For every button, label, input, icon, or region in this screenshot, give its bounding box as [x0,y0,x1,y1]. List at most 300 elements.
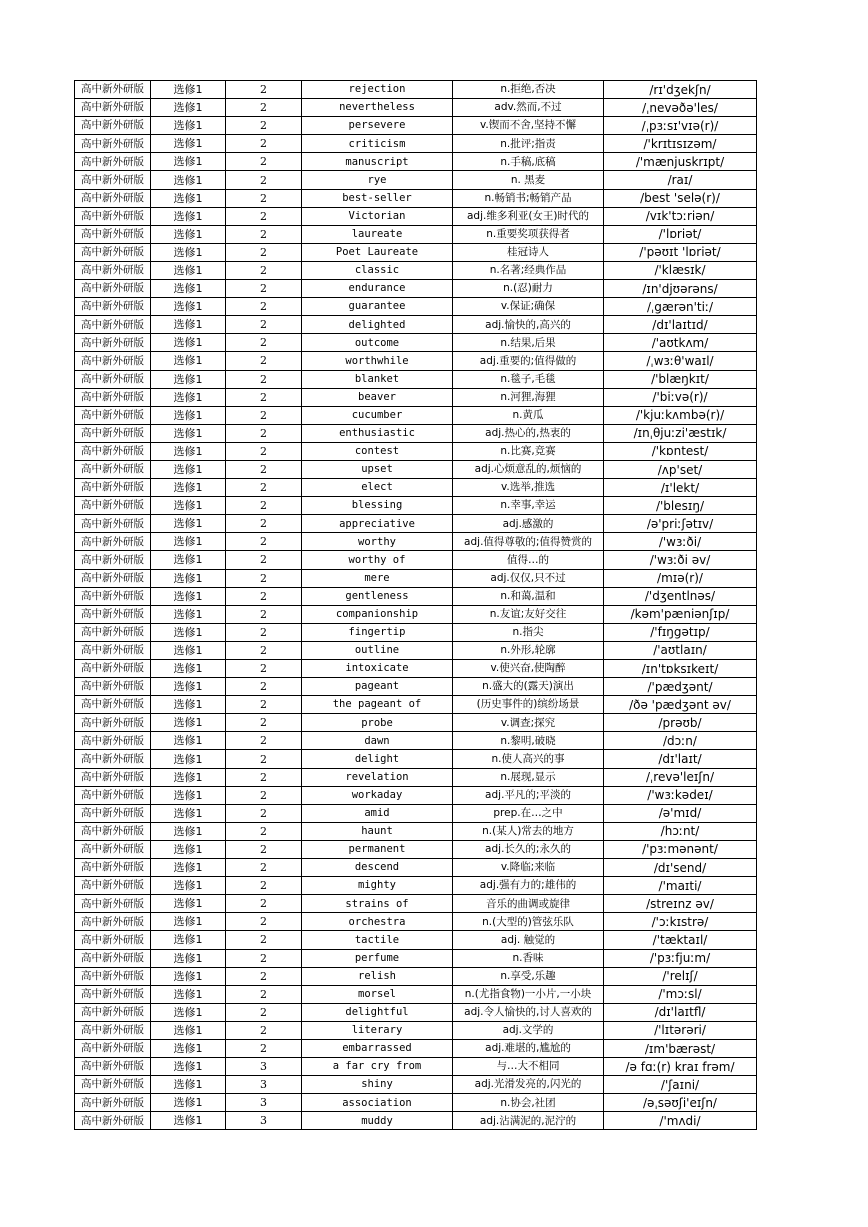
meaning-cell: adj.沾满泥的,泥泞的 [453,1112,604,1130]
meaning-cell: adj.愉快的,高兴的 [453,316,604,334]
phonetic-cell: /'ɔːkɪstrə/ [604,913,757,931]
edition-cell: 高中新外研版 [75,732,151,750]
book-cell: 选修1 [151,316,226,334]
word-cell: worthy [302,533,453,551]
unit-cell: 2 [226,1021,302,1039]
phonetic-cell: /raɪ/ [604,171,757,189]
phonetic-cell: /ə'mɪd/ [604,804,757,822]
unit-cell: 2 [226,551,302,569]
unit-cell: 2 [226,859,302,877]
word-cell: orchestra [302,913,453,931]
unit-cell: 2 [226,117,302,135]
table-row [75,171,757,189]
table-row [75,334,757,352]
meaning-cell: n.展现,显示 [453,768,604,786]
unit-cell: 2 [226,768,302,786]
word-cell: guarantee [302,298,453,316]
phonetic-cell: /'kɒntest/ [604,442,757,460]
meaning-cell: n.名著;经典作品 [453,261,604,279]
word-cell: nevertheless [302,99,453,117]
unit-cell: 2 [226,587,302,605]
book-cell: 选修1 [151,153,226,171]
book-cell: 选修1 [151,623,226,641]
book-cell: 选修1 [151,967,226,985]
table-row [75,804,757,822]
meaning-cell: n.手稿,底稿 [453,153,604,171]
unit-cell: 2 [226,243,302,261]
word-cell: haunt [302,822,453,840]
book-cell: 选修1 [151,696,226,714]
edition-cell: 高中新外研版 [75,424,151,442]
book-cell: 选修1 [151,678,226,696]
edition-cell: 高中新外研版 [75,334,151,352]
table-row [75,442,757,460]
phonetic-cell: /'ʃaɪni/ [604,1076,757,1094]
word-cell: classic [302,261,453,279]
meaning-cell: v.锲而不舍,坚持不懈 [453,117,604,135]
table-row [75,1039,757,1057]
unit-cell: 2 [226,678,302,696]
phonetic-cell: /dɪ'laɪtɪd/ [604,316,757,334]
meaning-cell: n.和蔼,温和 [453,587,604,605]
unit-cell: 2 [226,1003,302,1021]
meaning-cell: adv.然而,不过 [453,99,604,117]
meaning-cell: n.友谊;友好交往 [453,605,604,623]
table-row [75,660,757,678]
edition-cell: 高中新外研版 [75,189,151,207]
table-row [75,641,757,659]
table-row [75,533,757,551]
word-cell: the pageant of [302,696,453,714]
word-cell: worthy of [302,551,453,569]
edition-cell: 高中新外研版 [75,388,151,406]
unit-cell: 2 [226,460,302,478]
unit-cell: 2 [226,207,302,225]
unit-cell: 2 [226,1039,302,1057]
unit-cell: 3 [226,1076,302,1094]
book-cell: 选修1 [151,1021,226,1039]
meaning-cell: adj.令人愉快的,讨人喜欢的 [453,1003,604,1021]
unit-cell: 2 [226,189,302,207]
word-cell: blanket [302,370,453,388]
meaning-cell: adj. 触觉的 [453,931,604,949]
word-cell: association [302,1094,453,1112]
word-cell: workaday [302,786,453,804]
table-row [75,623,757,641]
edition-cell: 高中新外研版 [75,1021,151,1039]
book-cell: 选修1 [151,424,226,442]
edition-cell: 高中新外研版 [75,352,151,370]
book-cell: 选修1 [151,840,226,858]
table-row [75,1076,757,1094]
unit-cell: 2 [226,533,302,551]
meaning-cell: n.协会,社团 [453,1094,604,1112]
book-cell: 选修1 [151,768,226,786]
edition-cell: 高中新外研版 [75,135,151,153]
unit-cell: 2 [226,877,302,895]
word-cell: laureate [302,225,453,243]
edition-cell: 高中新外研版 [75,804,151,822]
edition-cell: 高中新外研版 [75,551,151,569]
unit-cell: 2 [226,714,302,732]
word-cell: tactile [302,931,453,949]
phonetic-cell: /'klæsɪk/ [604,261,757,279]
unit-cell: 3 [226,1112,302,1130]
word-cell: delighted [302,316,453,334]
word-cell: perfume [302,949,453,967]
table-row [75,135,757,153]
table-row [75,261,757,279]
word-cell: appreciative [302,515,453,533]
phonetic-cell: /'lɪtərəri/ [604,1021,757,1039]
meaning-cell: adj.维多利亚(女王)时代的 [453,207,604,225]
word-cell: shiny [302,1076,453,1094]
unit-cell: 2 [226,515,302,533]
edition-cell: 高中新外研版 [75,460,151,478]
meaning-cell: n.(大型的)管弦乐队 [453,913,604,931]
meaning-cell: n.拒绝,否决 [453,81,604,99]
edition-cell: 高中新外研版 [75,931,151,949]
word-cell: strains of [302,895,453,913]
word-cell: mighty [302,877,453,895]
unit-cell: 2 [226,135,302,153]
edition-cell: 高中新外研版 [75,442,151,460]
book-cell: 选修1 [151,207,226,225]
phonetic-cell: /dɔːn/ [604,732,757,750]
meaning-cell: prep.在…之中 [453,804,604,822]
phonetic-cell: /'pɜːfjuːm/ [604,949,757,967]
table-row [75,479,757,497]
table-row [75,587,757,605]
phonetic-cell: /'mænjuskrɪpt/ [604,153,757,171]
phonetic-cell: /'biːvə(r)/ [604,388,757,406]
meaning-cell: n.黎明,破晓 [453,732,604,750]
book-cell: 选修1 [151,949,226,967]
edition-cell: 高中新外研版 [75,678,151,696]
unit-cell: 2 [226,623,302,641]
table-row [75,931,757,949]
word-cell: amid [302,804,453,822]
unit-cell: 2 [226,949,302,967]
book-cell: 选修1 [151,99,226,117]
book-cell: 选修1 [151,189,226,207]
word-cell: contest [302,442,453,460]
edition-cell: 高中新外研版 [75,641,151,659]
meaning-cell: n.享受,乐趣 [453,967,604,985]
meaning-cell: v.调查;探究 [453,714,604,732]
table-row [75,153,757,171]
word-cell: blessing [302,497,453,515]
table-row [75,714,757,732]
phonetic-cell: /kəm'pæniənʃɪp/ [604,605,757,623]
phonetic-cell: /ɪnˌθjuːzi'æstɪk/ [604,424,757,442]
edition-cell: 高中新外研版 [75,967,151,985]
vocabulary-sheet [74,80,756,1130]
unit-cell: 2 [226,641,302,659]
table-row [75,1094,757,1112]
book-cell: 选修1 [151,822,226,840]
unit-cell: 2 [226,696,302,714]
table-row [75,298,757,316]
unit-cell: 2 [226,81,302,99]
edition-cell: 高中新外研版 [75,99,151,117]
meaning-cell: adj.心烦意乱的,烦恼的 [453,460,604,478]
edition-cell: 高中新外研版 [75,280,151,298]
phonetic-cell: /'lɒriət/ [604,225,757,243]
book-cell: 选修1 [151,804,226,822]
word-cell: mere [302,569,453,587]
edition-cell: 高中新外研版 [75,750,151,768]
table-row [75,460,757,478]
phonetic-cell: /best 'selə(r)/ [604,189,757,207]
table-row [75,732,757,750]
table-row [75,768,757,786]
table-row [75,895,757,913]
table-row [75,678,757,696]
phonetic-cell: /'aʊtkʌm/ [604,334,757,352]
table-row [75,551,757,569]
book-cell: 选修1 [151,786,226,804]
edition-cell: 高中新外研版 [75,406,151,424]
word-cell: persevere [302,117,453,135]
book-cell: 选修1 [151,1094,226,1112]
phonetic-cell: /'blesɪŋ/ [604,497,757,515]
word-cell: elect [302,479,453,497]
phonetic-cell: /prəʊb/ [604,714,757,732]
word-cell: intoxicate [302,660,453,678]
vocabulary-table [74,80,757,1130]
word-cell: fingertip [302,623,453,641]
book-cell: 选修1 [151,352,226,370]
book-cell: 选修1 [151,641,226,659]
unit-cell: 2 [226,660,302,678]
word-cell: permanent [302,840,453,858]
table-row [75,569,757,587]
book-cell: 选修1 [151,714,226,732]
edition-cell: 高中新外研版 [75,822,151,840]
book-cell: 选修1 [151,551,226,569]
meaning-cell: n.指尖 [453,623,604,641]
word-cell: outline [302,641,453,659]
edition-cell: 高中新外研版 [75,153,151,171]
table-row [75,388,757,406]
phonetic-cell: /vɪk'tɔːriən/ [604,207,757,225]
phonetic-cell: /'maɪti/ [604,877,757,895]
meaning-cell: n. 黑麦 [453,171,604,189]
word-cell: Poet Laureate [302,243,453,261]
word-cell: a far cry from [302,1058,453,1076]
unit-cell: 2 [226,497,302,515]
unit-cell: 2 [226,99,302,117]
word-cell: outcome [302,334,453,352]
meaning-cell: n.外形,轮廓 [453,641,604,659]
unit-cell: 2 [226,732,302,750]
book-cell: 选修1 [151,406,226,424]
word-cell: dawn [302,732,453,750]
table-row [75,1021,757,1039]
word-cell: rejection [302,81,453,99]
phonetic-cell: /'relɪʃ/ [604,967,757,985]
unit-cell: 2 [226,569,302,587]
edition-cell: 高中新外研版 [75,117,151,135]
word-cell: descend [302,859,453,877]
table-row [75,967,757,985]
unit-cell: 2 [226,352,302,370]
unit-cell: 2 [226,171,302,189]
meaning-cell: n.使人高兴的事 [453,750,604,768]
table-row [75,859,757,877]
vocabulary-table-body [75,81,757,1130]
unit-cell: 2 [226,370,302,388]
edition-cell: 高中新外研版 [75,859,151,877]
table-row [75,316,757,334]
phonetic-cell: /ˌnevəðə'les/ [604,99,757,117]
phonetic-cell: /'krɪtɪsɪzəm/ [604,135,757,153]
table-row [75,406,757,424]
meaning-cell: adj.仅仅,只不过 [453,569,604,587]
meaning-cell: n.畅销书;畅销产品 [453,189,604,207]
phonetic-cell: /'mɔːsl/ [604,985,757,1003]
meaning-cell: n.批评;指责 [453,135,604,153]
word-cell: morsel [302,985,453,1003]
edition-cell: 高中新外研版 [75,370,151,388]
book-cell: 选修1 [151,1112,226,1130]
meaning-cell: 与…大不相同 [453,1058,604,1076]
book-cell: 选修1 [151,298,226,316]
word-cell: endurance [302,280,453,298]
word-cell: delightful [302,1003,453,1021]
word-cell: delight [302,750,453,768]
book-cell: 选修1 [151,859,226,877]
meaning-cell: adj.强有力的;雄伟的 [453,877,604,895]
unit-cell: 2 [226,750,302,768]
word-cell: companionship [302,605,453,623]
meaning-cell: adj.难堪的,尴尬的 [453,1039,604,1057]
edition-cell: 高中新外研版 [75,660,151,678]
unit-cell: 2 [226,822,302,840]
edition-cell: 高中新外研版 [75,913,151,931]
book-cell: 选修1 [151,515,226,533]
table-row [75,786,757,804]
phonetic-cell: /rɪ'dʒekʃn/ [604,81,757,99]
unit-cell: 2 [226,280,302,298]
table-row [75,352,757,370]
edition-cell: 高中新外研版 [75,1058,151,1076]
book-cell: 选修1 [151,261,226,279]
meaning-cell: n.(某人)常去的地方 [453,822,604,840]
word-cell: enthusiastic [302,424,453,442]
phonetic-cell: /'pɜːmənənt/ [604,840,757,858]
meaning-cell: v.选举,推选 [453,479,604,497]
word-cell: gentleness [302,587,453,605]
table-row [75,750,757,768]
book-cell: 选修1 [151,81,226,99]
word-cell: literary [302,1021,453,1039]
edition-cell: 高中新外研版 [75,696,151,714]
phonetic-cell: /ɪm'bærəst/ [604,1039,757,1057]
phonetic-cell: /ˌgærən'tiː/ [604,298,757,316]
table-row [75,840,757,858]
phonetic-cell: /ə fɑː(r) kraɪ frəm/ [604,1058,757,1076]
word-cell: rye [302,171,453,189]
table-row [75,207,757,225]
book-cell: 选修1 [151,479,226,497]
table-row [75,877,757,895]
unit-cell: 2 [226,261,302,279]
phonetic-cell: /dɪ'laɪt/ [604,750,757,768]
table-row [75,280,757,298]
phonetic-cell: /ˌpɜːsɪ'vɪə(r)/ [604,117,757,135]
phonetic-cell: /ʌp'set/ [604,460,757,478]
book-cell: 选修1 [151,750,226,768]
meaning-cell: adj.感激的 [453,515,604,533]
meaning-cell: n.黄瓜 [453,406,604,424]
edition-cell: 高中新外研版 [75,949,151,967]
book-cell: 选修1 [151,497,226,515]
unit-cell: 2 [226,895,302,913]
phonetic-cell: /dɪ'send/ [604,859,757,877]
book-cell: 选修1 [151,370,226,388]
phonetic-cell: /ə'priːʃətɪv/ [604,515,757,533]
book-cell: 选修1 [151,895,226,913]
book-cell: 选修1 [151,732,226,750]
table-row [75,605,757,623]
phonetic-cell: /ɪn'tɒksɪkeɪt/ [604,660,757,678]
meaning-cell: adj.光滑发亮的,闪光的 [453,1076,604,1094]
unit-cell: 3 [226,1094,302,1112]
unit-cell: 2 [226,153,302,171]
phonetic-cell: /dɪ'laɪtfl/ [604,1003,757,1021]
unit-cell: 2 [226,298,302,316]
table-row [75,81,757,99]
meaning-cell: v.使兴奋,使陶醉 [453,660,604,678]
book-cell: 选修1 [151,225,226,243]
edition-cell: 高中新外研版 [75,479,151,497]
book-cell: 选修1 [151,1003,226,1021]
unit-cell: 2 [226,840,302,858]
book-cell: 选修1 [151,171,226,189]
edition-cell: 高中新外研版 [75,515,151,533]
meaning-cell: n.河狸,海狸 [453,388,604,406]
edition-cell: 高中新外研版 [75,895,151,913]
unit-cell: 2 [226,931,302,949]
meaning-cell: n.比赛,竞赛 [453,442,604,460]
meaning-cell: n.幸事,幸运 [453,497,604,515]
edition-cell: 高中新外研版 [75,1112,151,1130]
meaning-cell: n.(尤指食物)一小片,一小块 [453,985,604,1003]
edition-cell: 高中新外研版 [75,1076,151,1094]
table-row [75,424,757,442]
phonetic-cell: /ˌrevə'leɪʃn/ [604,768,757,786]
phonetic-cell: /'dʒentlnəs/ [604,587,757,605]
meaning-cell: (历史事件的)缤纷场景 [453,696,604,714]
table-row [75,1112,757,1130]
phonetic-cell: /hɔːnt/ [604,822,757,840]
table-row [75,515,757,533]
unit-cell: 2 [226,388,302,406]
book-cell: 选修1 [151,135,226,153]
edition-cell: 高中新外研版 [75,1039,151,1057]
unit-cell: 2 [226,967,302,985]
unit-cell: 2 [226,786,302,804]
table-row [75,696,757,714]
table-row [75,243,757,261]
unit-cell: 2 [226,804,302,822]
meaning-cell: adj.文学的 [453,1021,604,1039]
phonetic-cell: /'blæŋkɪt/ [604,370,757,388]
phonetic-cell: /ɪ'lekt/ [604,479,757,497]
table-row [75,913,757,931]
